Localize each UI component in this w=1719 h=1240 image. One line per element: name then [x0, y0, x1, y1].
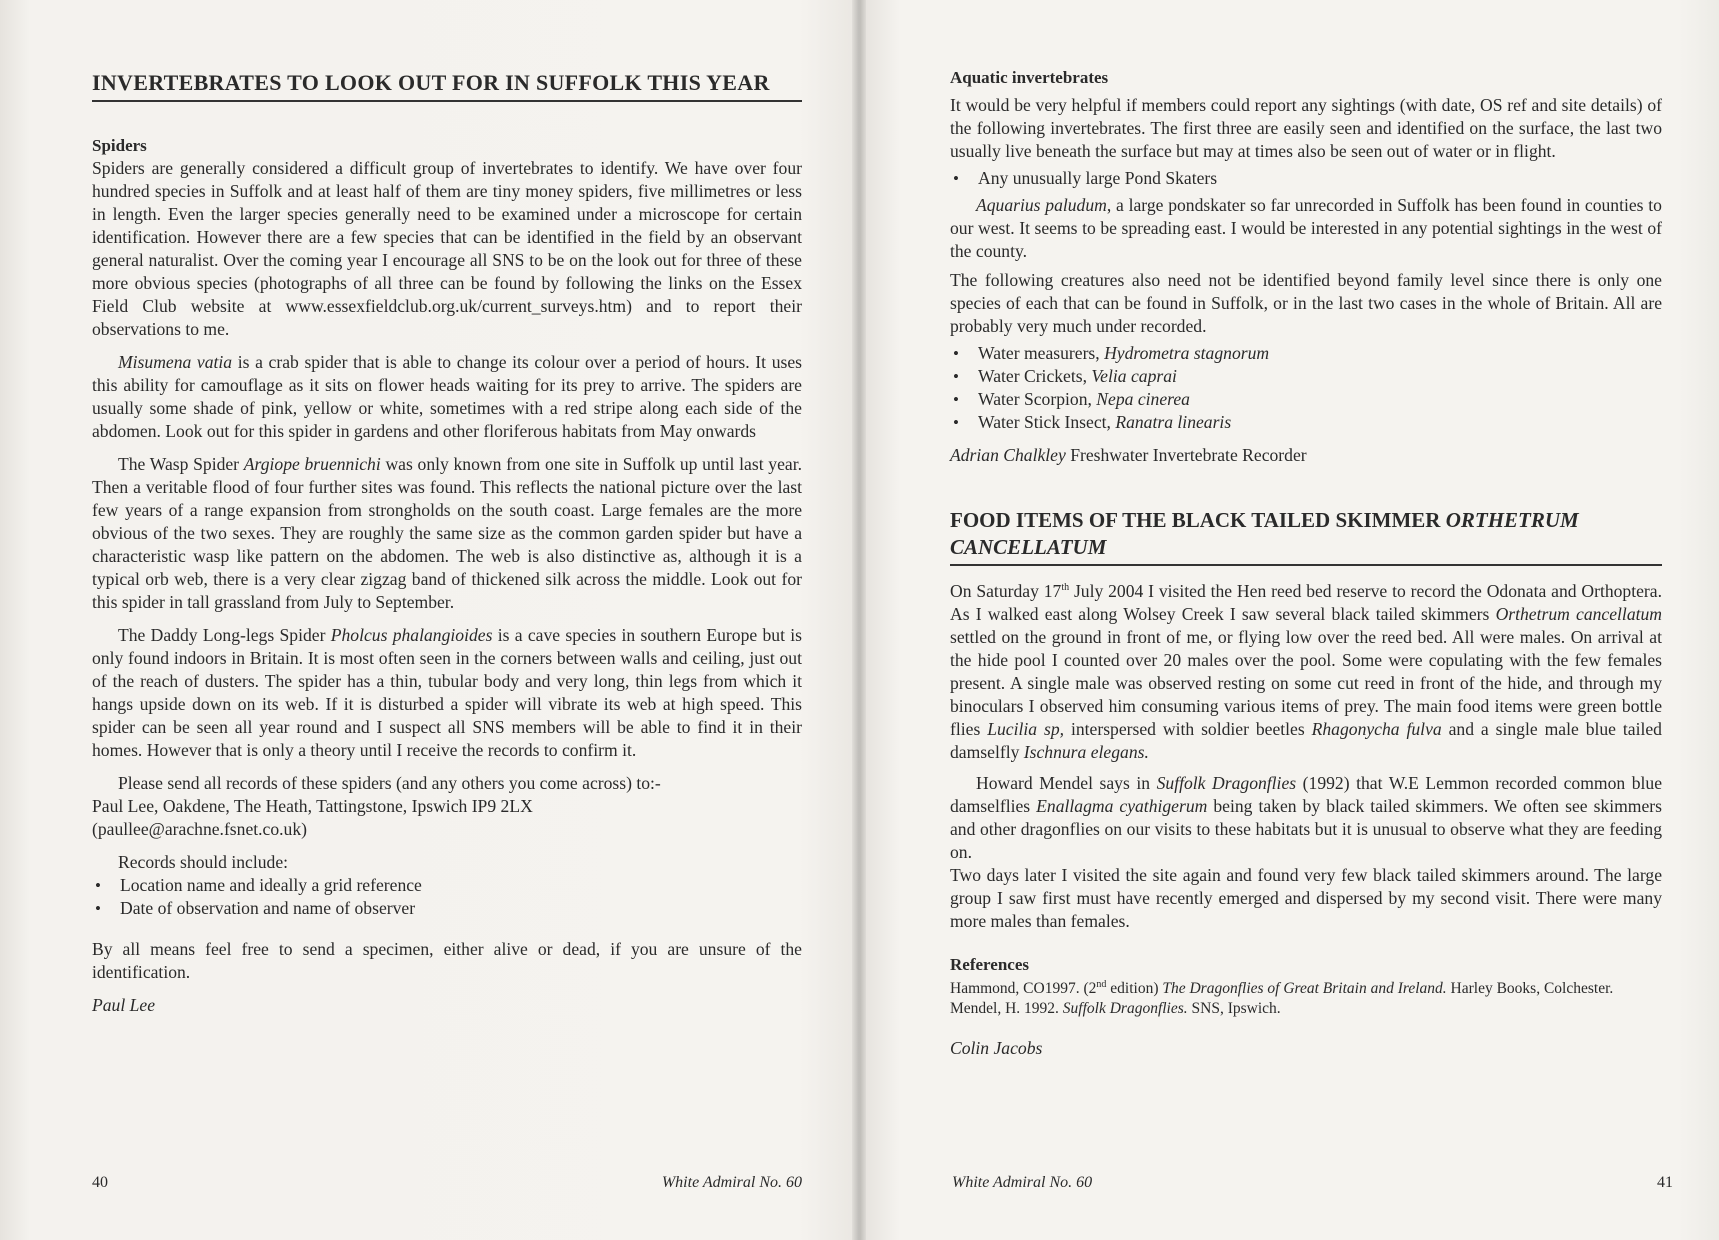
- bullet-item: • Date of observation and name of observer: [92, 897, 802, 920]
- paragraph-text: was only known from one site in Suffolk up until last year. Then a veritable flood of four further sites was found. This reflects the national picture over the last few years of a range expansion from strongholds on the south coast. Large females are the more obvious of the two sexes. They are roughly the same size as the common garden spider but have a characteristic wasp like pattern on the abdomen. The web is also distinctive as, although it is a typical orb web, there is a very clear zigzag band of thickened silk across the middle. Look out for this spider in tall grassland from July to September.: [92, 454, 802, 612]
- bullet-item: • Water Scorpion, Nepa cinerea: [950, 388, 1662, 411]
- species-name: Rhagonycha fulva: [1311, 718, 1442, 739]
- aquatic-intro: It would be very helpful if members could report any sightings (with date, OS ref and site details) of the following invertebrates. The first three are easily seen and identified on the surface, the last two usually live beneath the surface but may at times also be seen out of water or in flight.: [950, 95, 1662, 161]
- aquarius-paragraph: [950, 194, 1662, 263]
- species-name: Argiope bruennichi: [243, 454, 381, 474]
- author-signature: Colin Jacobs: [950, 1038, 1043, 1059]
- bullet-item: • Water measurers, Hydrometra stagnorum: [950, 342, 1662, 365]
- following-paragraph: The following creatures also need not be identified beyond family level since there is only one species of each that can be found in Suffolk, or in the last two cases in the whole of Britain. All are probably very much under recorded.: [950, 270, 1662, 336]
- reference-item: Hammond, CO1997. (2nd edition) The Dragonflies of Great Britain and Ireland. Harley Books, Colchester.: [950, 978, 1614, 998]
- email-address: (paullee@arachne.fsnet.co.uk): [92, 819, 307, 839]
- food-paragraph-2: Howard Mendel says in Suffolk Dragonflies (1992) that W.E Lemmon recorded common blue damselflies Enallagma cyathigerum being taken by black tailed skimmers. We often see skimmers and other dragonflies on our visits to these habitats but it is unusual to observe what they are feeding on.: [950, 772, 1663, 862]
- author-signature: Paul Lee: [92, 995, 156, 1015]
- heading-species: ORTHETRUM CANCELLATUM: [950, 508, 1579, 559]
- reference-title: The Dragonflies of Great Britain and Ireland.: [1162, 980, 1447, 998]
- paragraph-text: , a large pondskater so far unrecorded in Suffolk has been found in counties to our west. It seems to be spreading east. I would be interested in any potential sightings in the west of the county.: [950, 195, 1662, 261]
- daddy-long-legs-paragraph: [92, 624, 802, 762]
- left-column: [92, 70, 802, 1017]
- species-name: Aquarius paludum: [976, 195, 1107, 215]
- bullet-item: • Any unusually large Pond Skaters: [950, 167, 1662, 190]
- species-bullet-list: [950, 342, 1662, 434]
- page-number: 40: [92, 1174, 108, 1191]
- species-name: Lucilia sp,: [987, 718, 1065, 739]
- records-bullet-list: [92, 874, 802, 920]
- wasp-spider-paragraph: [92, 453, 802, 614]
- right-column: [950, 68, 1662, 1060]
- pond-skater-bullet: [950, 167, 1662, 190]
- species-name: Hydrometra stagnorum: [1104, 343, 1270, 363]
- paragraph-text: is a cave species in southern Europe but is only found indoors in Britain. It is most often seen in the corners between walls and ceiling, just out of the reach of dusters. The spider has a thin, tubular body and very long, thin legs from which it hangs upside down on its web. If it is disturbed a spider will vibrate its web at high speed. This spider can be seen all year round and I suspect all SNS members will be able to find it in their homes. However that is only a theory until I receive the records to confirm it.: [92, 625, 802, 760]
- book-title: Suffolk Dragonflies: [1156, 772, 1297, 793]
- aquatic-subheading: Aquatic invertebrates: [950, 68, 1109, 87]
- food-items-heading: FOOD ITEMS OF THE BLACK TAILED SKIMMER ORTHETRUM CANCELLATUM: [950, 507, 1662, 566]
- records-include: Records should include:: [118, 852, 289, 872]
- food-paragraph-1: On Saturday 17th July 2004 I visited the Hen reed bed reserve to record the Odonata and Orthoptera. As I walked east along Wolsey Creek I saw several black tailed skimmers Orthetrum cancellatum settled on the ground in front of me, or flying low over the reed bed. All were males. On arrival at the hide pool I counted over 20 males over the pool. Some were copulating with the few females present. A single male was observed resting on some cut reed in front of the hide, and through my binoculars I observed him consuming various items of prey. The main food items were green bottle flies Lucilia sp, interspersed with soldier beetles Rhagonycha fulva and a single male blue tailed damselfly Ischnura elegans.: [950, 580, 1663, 762]
- bullet-item: • Location name and ideally a grid reference: [92, 874, 802, 897]
- species-name: Orthetrum cancellatum: [1495, 603, 1663, 624]
- species-name: Ischnura elegans.: [1023, 741, 1149, 762]
- send-records-line: Please send all records of these spiders (and any others you come across) to:-: [118, 773, 661, 793]
- spiders-subheading: Spiders: [92, 136, 147, 155]
- species-name: Enallagma cyathigerum: [1036, 795, 1208, 816]
- reference-title: Suffolk Dragonflies.: [1062, 1000, 1188, 1018]
- author-name: Adrian Chalkley: [950, 445, 1066, 465]
- postal-address: Paul Lee, Oakdene, The Heath, Tattingstone, Ipswich IP9 2LX: [92, 796, 533, 816]
- reference-item: Mendel, H. 1992. Suffolk Dragonflies. SNS, Ipswich.: [950, 1000, 1281, 1018]
- species-name: Nepa cinerea: [1096, 389, 1190, 409]
- magazine-footer: White Admiral No. 60: [661, 1174, 802, 1191]
- species-name: Misumena vatia: [118, 352, 233, 372]
- article-heading: INVERTEBRATES TO LOOK OUT FOR IN SUFFOLK THIS YEAR: [92, 70, 802, 102]
- paragraph-text: The Daddy Long-legs Spider: [118, 625, 331, 645]
- food-paragraph-3: Two days later I visited the site again and found very few black tailed skimmers around. The large group I saw first must have recently emerged and dispersed by my second visit. There were many more males than females.: [950, 864, 1662, 931]
- magazine-footer: White Admiral No. 60: [952, 1174, 1093, 1191]
- paragraph-text: is a crab spider that is able to change its colour over a period of hours. It uses this ability for camouflage as it sits on flower heads waiting for its prey to arrive. The spiders are usually some shade of pink, yellow or white, sometimes with a red stripe along each side of the abdomen. Look out for this spider in gardens and other floriferous habitats from May onwards: [92, 352, 802, 441]
- page-number: 41: [1657, 1174, 1673, 1191]
- misumena-paragraph: [92, 351, 802, 443]
- references-heading: References: [950, 954, 1029, 974]
- page-right: [860, 0, 1719, 1240]
- aquatic-signature: [950, 444, 1662, 467]
- bullet-item: • Water Crickets, Velia caprai: [950, 365, 1662, 388]
- specimen-paragraph: By all means feel free to send a specimen, either alive or dead, if you are unsure of the identification.: [92, 939, 802, 982]
- author-role: Freshwater Invertebrate Recorder: [1065, 445, 1307, 465]
- paragraph-text: The Wasp Spider: [118, 454, 244, 474]
- species-name: Pholcus phalangioides: [330, 625, 493, 645]
- species-name: Ranatra linearis: [1115, 412, 1232, 432]
- species-name: Velia caprai: [1091, 366, 1177, 386]
- spiders-intro: Spiders are generally considered a difficult group of invertebrates to identify. We have over four hundred species in Suffolk and at least half of them are tiny money spiders, five millimetres or less in length. Even the larger species generally need to be examined under a microscope for certain identification. However there are a few species that can be identified in the field by an observant general naturalist. Over the coming year I encourage all SNS to be on the look out for three of these more obvious species (photographs of all three can be found by following the links on the Essex Field Club website at www.essexfieldclub.org.uk/current_surveys.htm) and to report their observations to me.: [92, 158, 802, 339]
- book-binding: [852, 0, 866, 1240]
- bullet-item: • Water Stick Insect, Ranatra linearis: [950, 411, 1662, 434]
